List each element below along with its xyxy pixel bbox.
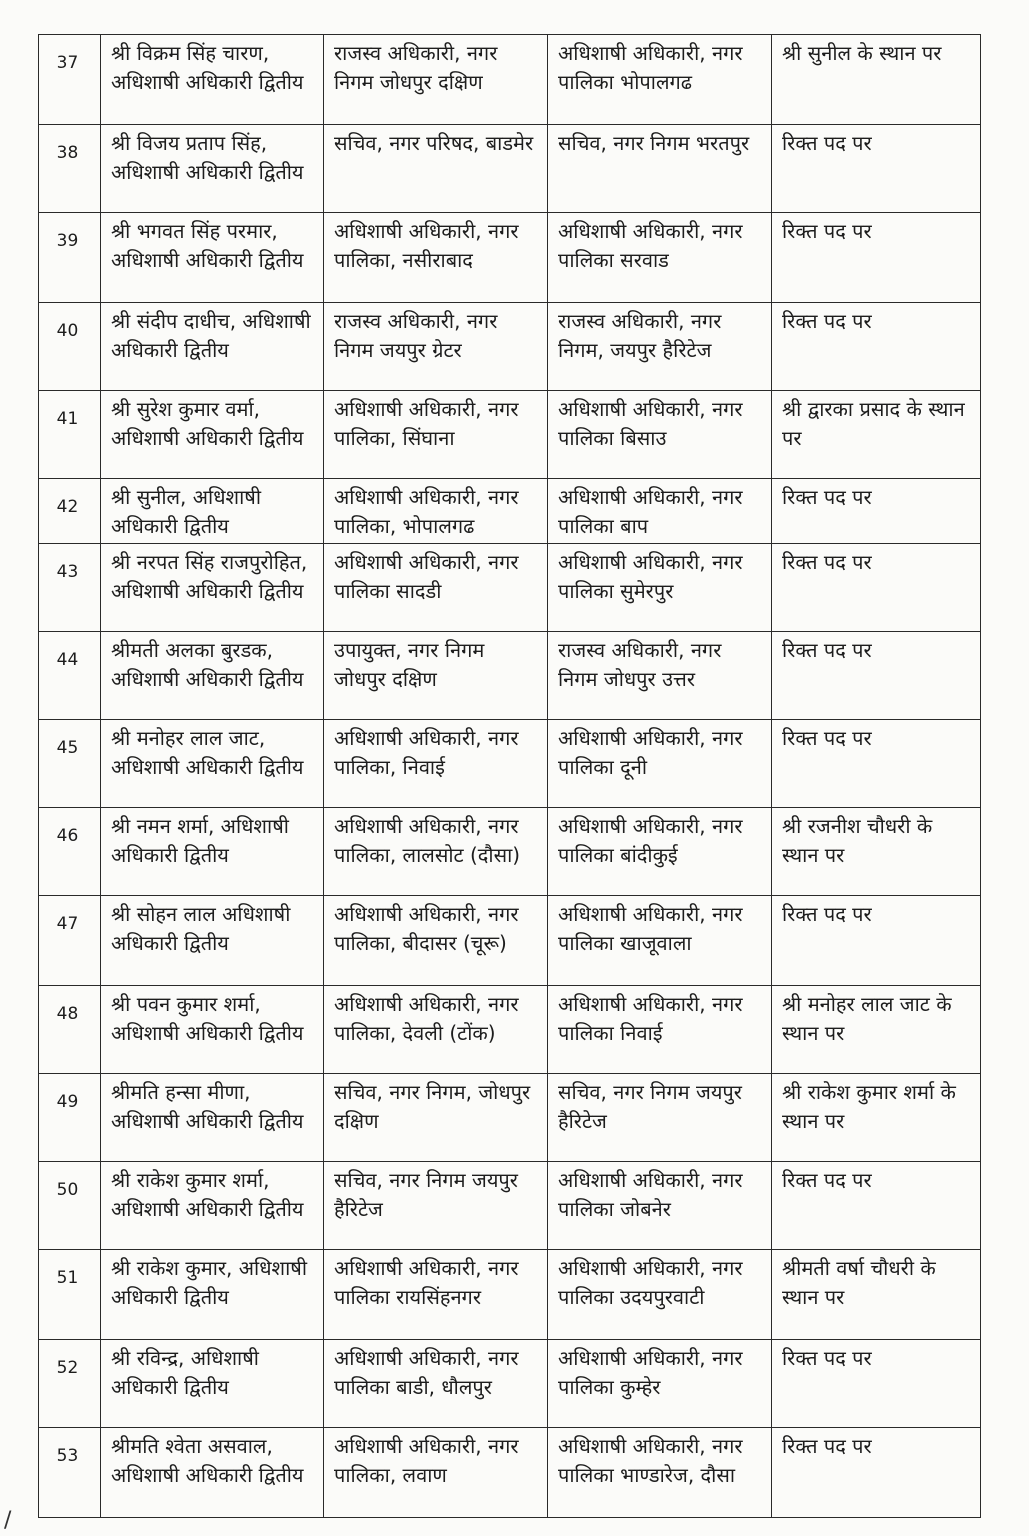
table-row [39,391,981,479]
table-row [39,896,981,986]
remark-cell: श्री द्वारका प्रसाद के स्थान पर [772,391,981,479]
new-posting-cell: अधिशाषी अधिकारी, नगर पालिका भाण्डारेज, दौसा [548,1428,772,1518]
serial-number-cell: 52 [39,1340,101,1428]
remark-cell: रिक्त पद पर [772,1340,981,1428]
officer-name-cell: श्री राकेश कुमार, अधिशाषी अधिकारी द्वितीय [101,1250,324,1340]
officer-name-cell: श्री मनोहर लाल जाट, अधिशाषी अधिकारी द्वितीय [101,720,324,808]
new-posting-cell: अधिशाषी अधिकारी, नगर पालिका भोपालगढ [548,35,772,125]
remark-cell: श्री राकेश कुमार शर्मा के स्थान पर [772,1074,981,1162]
table-row [39,1250,981,1340]
current-posting-cell: सचिव, नगर परिषद, बाडमेर [324,125,548,213]
serial-number-cell: 37 [39,35,101,125]
serial-number-cell: 53 [39,1428,101,1518]
remark-cell: रिक्त पद पर [772,303,981,391]
current-posting-cell: अधिशाषी अधिकारी, नगर पालिका, निवाई [324,720,548,808]
transfer-table [38,34,981,1518]
officer-name-cell: श्री विक्रम सिंह चारण, अधिशाषी अधिकारी द्वितीय [101,35,324,125]
remark-cell: रिक्त पद पर [772,125,981,213]
remark-cell: रिक्त पद पर [772,1428,981,1518]
table-row [39,213,981,303]
new-posting-cell: अधिशाषी अधिकारी, नगर पालिका निवाई [548,986,772,1074]
current-posting-cell: सचिव, नगर निगम जयपुर हैरिटेज [324,1162,548,1250]
transfer-table-body [39,35,981,1518]
serial-number-cell: 49 [39,1074,101,1162]
serial-number-cell: 40 [39,303,101,391]
table-row [39,303,981,391]
officer-name-cell: श्री नरपत सिंह राजपुरोहित, अधिशाषी अधिकारी द्वितीय [101,544,324,632]
new-posting-cell: अधिशाषी अधिकारी, नगर पालिका खाजूवाला [548,896,772,986]
remark-cell: रिक्त पद पर [772,479,981,544]
current-posting-cell: अधिशाषी अधिकारी, नगर पालिका, नसीराबाद [324,213,548,303]
serial-number-cell: 50 [39,1162,101,1250]
serial-number-cell: 51 [39,1250,101,1340]
remark-cell: रिक्त पद पर [772,213,981,303]
new-posting-cell: राजस्व अधिकारी, नगर निगम, जयपुर हैरिटेज [548,303,772,391]
serial-number-cell: 46 [39,808,101,896]
serial-number-cell: 43 [39,544,101,632]
officer-name-cell: श्री रविन्द्र, अधिशाषी अधिकारी द्वितीय [101,1340,324,1428]
officer-name-cell: श्री पवन कुमार शर्मा, अधिशाषी अधिकारी द्वितीय [101,986,324,1074]
new-posting-cell: अधिशाषी अधिकारी, नगर पालिका बाप [548,479,772,544]
current-posting-cell: राजस्व अधिकारी, नगर निगम जयपुर ग्रेटर [324,303,548,391]
table-row [39,986,981,1074]
current-posting-cell: अधिशाषी अधिकारी, नगर पालिका, लालसोट (दौसा) [324,808,548,896]
officer-name-cell: श्री नमन शर्मा, अधिशाषी अधिकारी द्वितीय [101,808,324,896]
officer-name-cell: श्री संदीप दाधीच, अधिशाषी अधिकारी द्वितीय [101,303,324,391]
officer-name-cell: श्री भगवत सिंह परमार, अधिशाषी अधिकारी द्वितीय [101,213,324,303]
current-posting-cell: अधिशाषी अधिकारी, नगर पालिका, लवाण [324,1428,548,1518]
table-row [39,632,981,720]
remark-cell: श्री मनोहर लाल जाट के स्थान पर [772,986,981,1074]
officer-name-cell: श्रीमति हन्सा मीणा, अधिशाषी अधिकारी द्वितीय [101,1074,324,1162]
margin-mark: / [4,1508,12,1533]
remark-cell: रिक्त पद पर [772,1162,981,1250]
remark-cell: श्री सुनील के स्थान पर [772,35,981,125]
current-posting-cell: अधिशाषी अधिकारी, नगर पालिका बाडी, धौलपुर [324,1340,548,1428]
new-posting-cell: अधिशाषी अधिकारी, नगर पालिका जोबनेर [548,1162,772,1250]
current-posting-cell: उपायुक्त, नगर निगम जोधपुर दक्षिण [324,632,548,720]
new-posting-cell: राजस्व अधिकारी, नगर निगम जोधपुर उत्तर [548,632,772,720]
current-posting-cell: अधिशाषी अधिकारी, नगर पालिका, देवली (टोंक) [324,986,548,1074]
table-row [39,1428,981,1518]
new-posting-cell: सचिव, नगर निगम भरतपुर [548,125,772,213]
serial-number-cell: 42 [39,479,101,544]
current-posting-cell: सचिव, नगर निगम, जोधपुर दक्षिण [324,1074,548,1162]
current-posting-cell: राजस्व अधिकारी, नगर निगम जोधपुर दक्षिण [324,35,548,125]
table-row [39,479,981,544]
serial-number-cell: 47 [39,896,101,986]
current-posting-cell: अधिशाषी अधिकारी, नगर पालिका, भोपालगढ [324,479,548,544]
officer-name-cell: श्री राकेश कुमार शर्मा, अधिशाषी अधिकारी द्वितीय [101,1162,324,1250]
serial-number-cell: 39 [39,213,101,303]
new-posting-cell: अधिशाषी अधिकारी, नगर पालिका सुमेरपुर [548,544,772,632]
current-posting-cell: अधिशाषी अधिकारी, नगर पालिका रायसिंहनगर [324,1250,548,1340]
new-posting-cell: अधिशाषी अधिकारी, नगर पालिका दूनी [548,720,772,808]
current-posting-cell: अधिशाषी अधिकारी, नगर पालिका, बीदासर (चूरू) [324,896,548,986]
serial-number-cell: 38 [39,125,101,213]
new-posting-cell: अधिशाषी अधिकारी, नगर पालिका कुम्हेर [548,1340,772,1428]
officer-name-cell: श्री विजय प्रताप सिंह, अधिशाषी अधिकारी द्वितीय [101,125,324,213]
table-row [39,1074,981,1162]
serial-number-cell: 45 [39,720,101,808]
remark-cell: रिक्त पद पर [772,632,981,720]
remark-cell: रिक्त पद पर [772,720,981,808]
current-posting-cell: अधिशाषी अधिकारी, नगर पालिका सादडी [324,544,548,632]
table-row [39,1162,981,1250]
serial-number-cell: 41 [39,391,101,479]
current-posting-cell: अधिशाषी अधिकारी, नगर पालिका, सिंघाना [324,391,548,479]
serial-number-cell: 48 [39,986,101,1074]
table-row [39,1340,981,1428]
serial-number-cell: 44 [39,632,101,720]
table-row [39,720,981,808]
new-posting-cell: सचिव, नगर निगम जयपुर हैरिटेज [548,1074,772,1162]
new-posting-cell: अधिशाषी अधिकारी, नगर पालिका उदयपुरवाटी [548,1250,772,1340]
officer-name-cell: श्रीमति श्वेता असवाल, अधिशाषी अधिकारी द्वितीय [101,1428,324,1518]
table-row [39,808,981,896]
officer-name-cell: श्री सोहन लाल अधिशाषी अधिकारी द्वितीय [101,896,324,986]
officer-name-cell: श्री सुरेश कुमार वर्मा, अधिशाषी अधिकारी द्वितीय [101,391,324,479]
new-posting-cell: अधिशाषी अधिकारी, नगर पालिका बांदीकुई [548,808,772,896]
remark-cell: रिक्त पद पर [772,544,981,632]
table-row [39,125,981,213]
officer-name-cell: श्रीमती अलका बुरडक, अधिशाषी अधिकारी द्वितीय [101,632,324,720]
remark-cell: रिक्त पद पर [772,896,981,986]
remark-cell: श्री रजनीश चौधरी के स्थान पर [772,808,981,896]
officer-name-cell: श्री सुनील, अधिशाषी अधिकारी द्वितीय [101,479,324,544]
table-row [39,544,981,632]
table-row [39,35,981,125]
new-posting-cell: अधिशाषी अधिकारी, नगर पालिका सरवाड [548,213,772,303]
remark-cell: श्रीमती वर्षा चौधरी के स्थान पर [772,1250,981,1340]
new-posting-cell: अधिशाषी अधिकारी, नगर पालिका बिसाउ [548,391,772,479]
